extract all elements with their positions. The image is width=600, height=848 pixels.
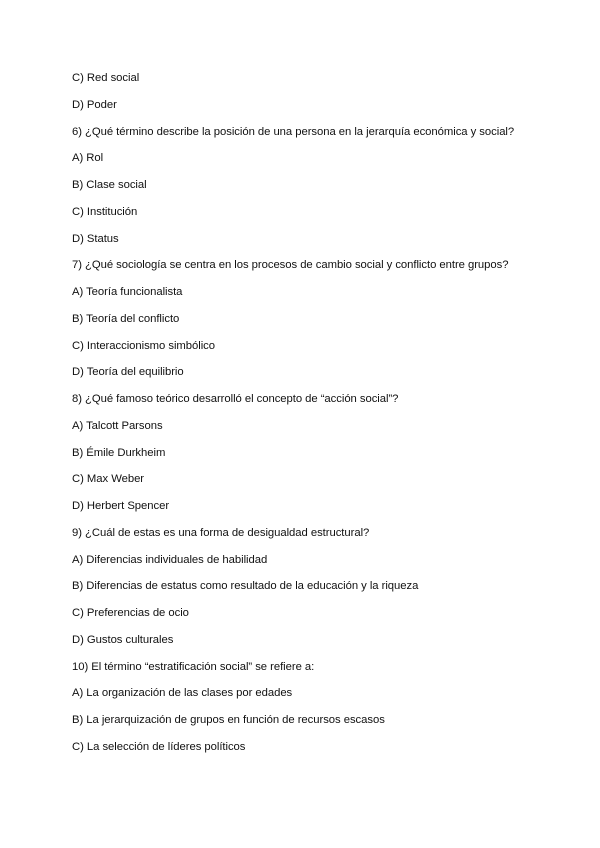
answer-option-b: B) Clase social [72, 179, 147, 191]
question-8: 8) ¿Qué famoso teórico desarrolló el concepto de “acción social”? [72, 393, 399, 405]
question-7: 7) ¿Qué sociología se centra en los procesos de cambio social y conflicto entre grupos? [72, 259, 509, 272]
answer-option-d: D) Herbert Spencer [72, 500, 170, 512]
document-content [72, 70, 552, 766]
answer-option-d: D) Status [72, 232, 119, 245]
answer-option-d: D) Poder [72, 98, 117, 111]
answer-option-a: A) Rol [72, 152, 104, 165]
answer-option-b: B) Émile Durkheim [72, 446, 166, 459]
answer-option-d: D) Teoría del equilibrio [72, 366, 184, 379]
answer-option-c: C) Interaccionismo simbólico [72, 339, 215, 352]
answer-option-b: B) La jerarquización de grupos en función de recursos escasos [72, 714, 385, 726]
answer-option-d: D) Gustos culturales [72, 633, 174, 646]
answer-option-c: C) La selección de líderes políticos [72, 740, 246, 753]
question-9: 9) ¿Cuál de estas es una forma de desigualdad estructural? [72, 526, 370, 539]
answer-option-a: A) La organización de las clases por edades [72, 687, 293, 700]
answer-option-b: B) Diferencias de estatus como resultado de la educación y la riqueza [72, 580, 419, 593]
answer-option-c: C) Institución [72, 205, 138, 218]
question-6: 6) ¿Qué término describe la posición de una persona en la jerarquía económica y social? [72, 125, 515, 138]
answer-option-a: A) Diferencias individuales de habilidad [72, 553, 268, 566]
answer-option-c: C) Max Weber [72, 473, 145, 486]
answer-option-b: B) Teoría del conflicto [72, 312, 180, 325]
answer-option-a: A) Talcott Parsons [72, 419, 163, 432]
answer-option-a: A) Teoría funcionalista [72, 286, 183, 298]
answer-option-c: C) Preferencias de ocio [72, 607, 189, 619]
question-10: 10) El término “estratificación social” se refiere a: [72, 660, 315, 673]
answer-option-c: C) Red social [72, 72, 140, 84]
